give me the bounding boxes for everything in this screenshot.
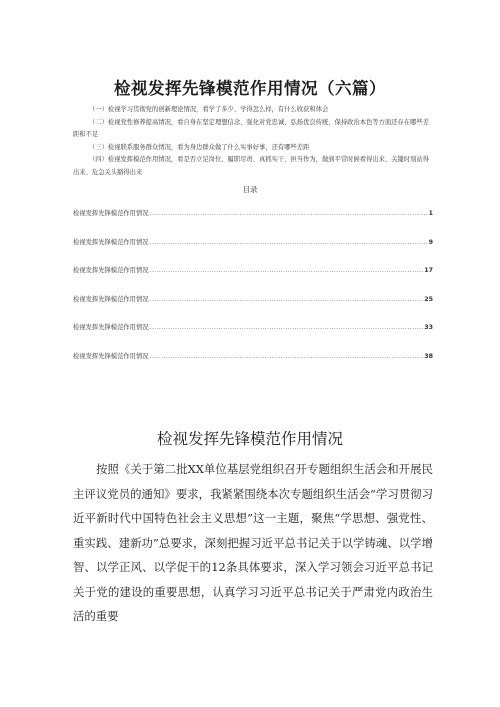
- document-title: 检视发挥先锋模范作用情况（六篇）: [114, 79, 386, 98]
- toc-entry-page[interactable]: 1: [428, 210, 433, 217]
- intro-line: （一）检视学习贯彻党的创新理论情况，看学了多少、学得怎么样，有什么收获和体会: [89, 106, 329, 113]
- toc-entry[interactable]: [73, 208, 433, 237]
- toc-entry-page[interactable]: 17: [424, 267, 433, 274]
- toc-leader-dots: [150, 353, 424, 360]
- toc-entry-title[interactable]: 检视发挥先锋模范作用情况: [73, 295, 149, 303]
- toc-entry-page[interactable]: 38: [424, 352, 433, 360]
- toc-entry-title[interactable]: 检视发挥先锋模范作用情况: [73, 238, 149, 246]
- toc-leader-dots: [150, 267, 424, 274]
- toc-entry[interactable]: [73, 265, 433, 294]
- intro-line: （二）检视党性修养提高情况，看自身在坚定理想信念、强化对党忠诚、弘扬优良传统、保持政治本色等方面还存在哪些差距和不足: [73, 118, 430, 139]
- toc-entry-page[interactable]: 9: [428, 238, 433, 246]
- toc-leader-dots: [150, 210, 428, 217]
- toc-heading: 目录: [242, 185, 258, 194]
- toc-entry[interactable]: [73, 322, 433, 351]
- toc-leader-dots: [150, 239, 428, 246]
- toc-entry-title[interactable]: 检视发挥先锋模范作用情况: [73, 210, 149, 217]
- toc-entry-page[interactable]: 33: [424, 324, 433, 331]
- body-paragraph: 按照《关于第二批XX单位基层党组织召开专题组织生活会和开展民主评议党员的通知》要求，我紧紧围绕本次专题组织生活会“学习贯彻习近平新时代中国特色社会主义思想”这一主题，聚焦“学思想、强党性、重实践、建新功”总要求，深刻把握习近平总书记关于以学铸魂、以学增智、以学正风、以学促干的12条具体要求，深入学习领会习近平总书记关于党的建设的重要思想，认真学习习近平总书记关于严肃党内政治生活的重要: [73, 462, 433, 623]
- toc-entry[interactable]: [73, 237, 433, 266]
- toc-entry[interactable]: [73, 294, 433, 323]
- toc-entry-title[interactable]: 检视发挥先锋模范作用情况: [73, 352, 149, 360]
- table-of-contents: [73, 208, 433, 379]
- intro-line: （三）检视联系服务群众情况，看为身边群众做了什么实事好事，还有哪些差距: [89, 143, 310, 151]
- toc-leader-dots: [150, 296, 424, 303]
- toc-entry-title[interactable]: 检视发挥先锋模范作用情况: [73, 267, 149, 274]
- toc-leader-dots: [150, 324, 424, 331]
- intro-line: （四）检视发挥模范作用情况，看是否立足岗位、履职尽责、真抓实干、担当作为，做到平常时候看得出来、关键时刻站得出来、危急关头豁得出来: [73, 156, 430, 176]
- section-title: 检视发挥先锋模范作用情况: [156, 430, 343, 448]
- toc-entry-page[interactable]: 25: [424, 295, 433, 303]
- toc-entry[interactable]: [73, 351, 433, 380]
- intro-section: [73, 104, 433, 180]
- body-text: [73, 457, 433, 629]
- toc-entry-title[interactable]: 检视发挥先锋模范作用情况: [73, 324, 149, 331]
